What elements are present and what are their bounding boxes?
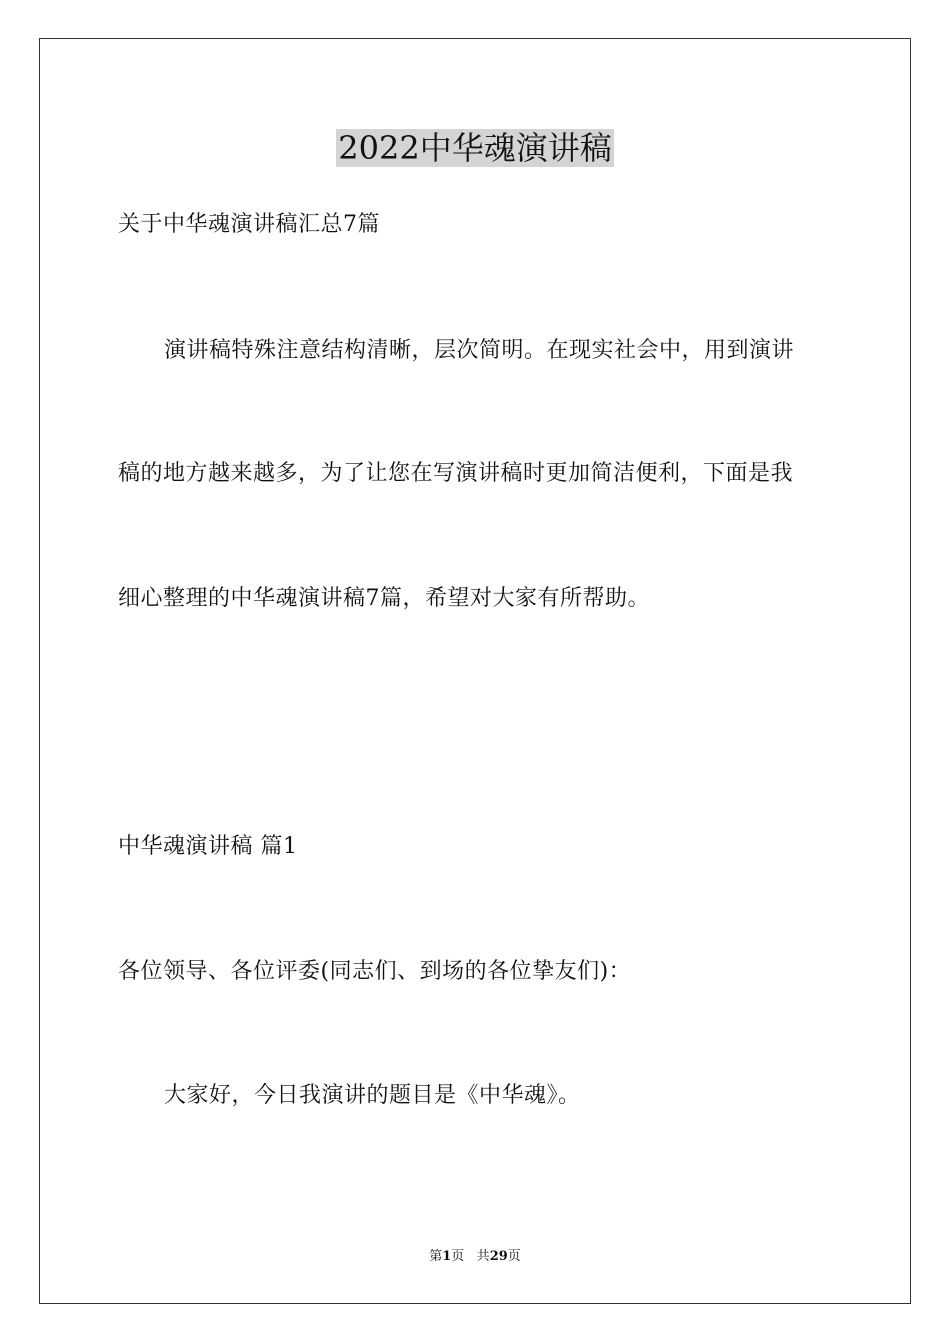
footer-total-pages: 29 [489, 1249, 508, 1264]
footer-page-prefix: 第 [429, 1249, 443, 1264]
document-subtitle: 关于中华魂演讲稿汇总7篇 [118, 212, 380, 237]
page-footer [0, 1248, 950, 1266]
footer-page-suffix: 页 [451, 1249, 465, 1264]
document-title-text: 2022中华魂演讲稿 [338, 129, 612, 167]
footer-total-prefix: 共 [476, 1249, 490, 1264]
footer-total-suffix: 页 [507, 1249, 521, 1264]
salutation: 各位领导、各位评委(同志们、到场的各位挚友们)： [118, 959, 632, 984]
document-title [0, 126, 950, 170]
section-heading: 中华魂演讲稿 篇1 [118, 834, 298, 859]
intro-line-3: 细心整理的中华魂演讲稿7篇，希望对大家有所帮助。 [118, 586, 650, 611]
footer-page-number: 1 [442, 1249, 452, 1264]
intro-line-1: 演讲稿特殊注意结构清晰，层次简明。在现实社会中，用到演讲 [164, 338, 795, 363]
intro-line-2: 稿的地方越来越多，为了让您在写演讲稿时更加简洁便利，下面是我 [118, 461, 794, 486]
first-paragraph: 大家好，今日我演讲的题目是《中华魂》。 [164, 1083, 581, 1108]
